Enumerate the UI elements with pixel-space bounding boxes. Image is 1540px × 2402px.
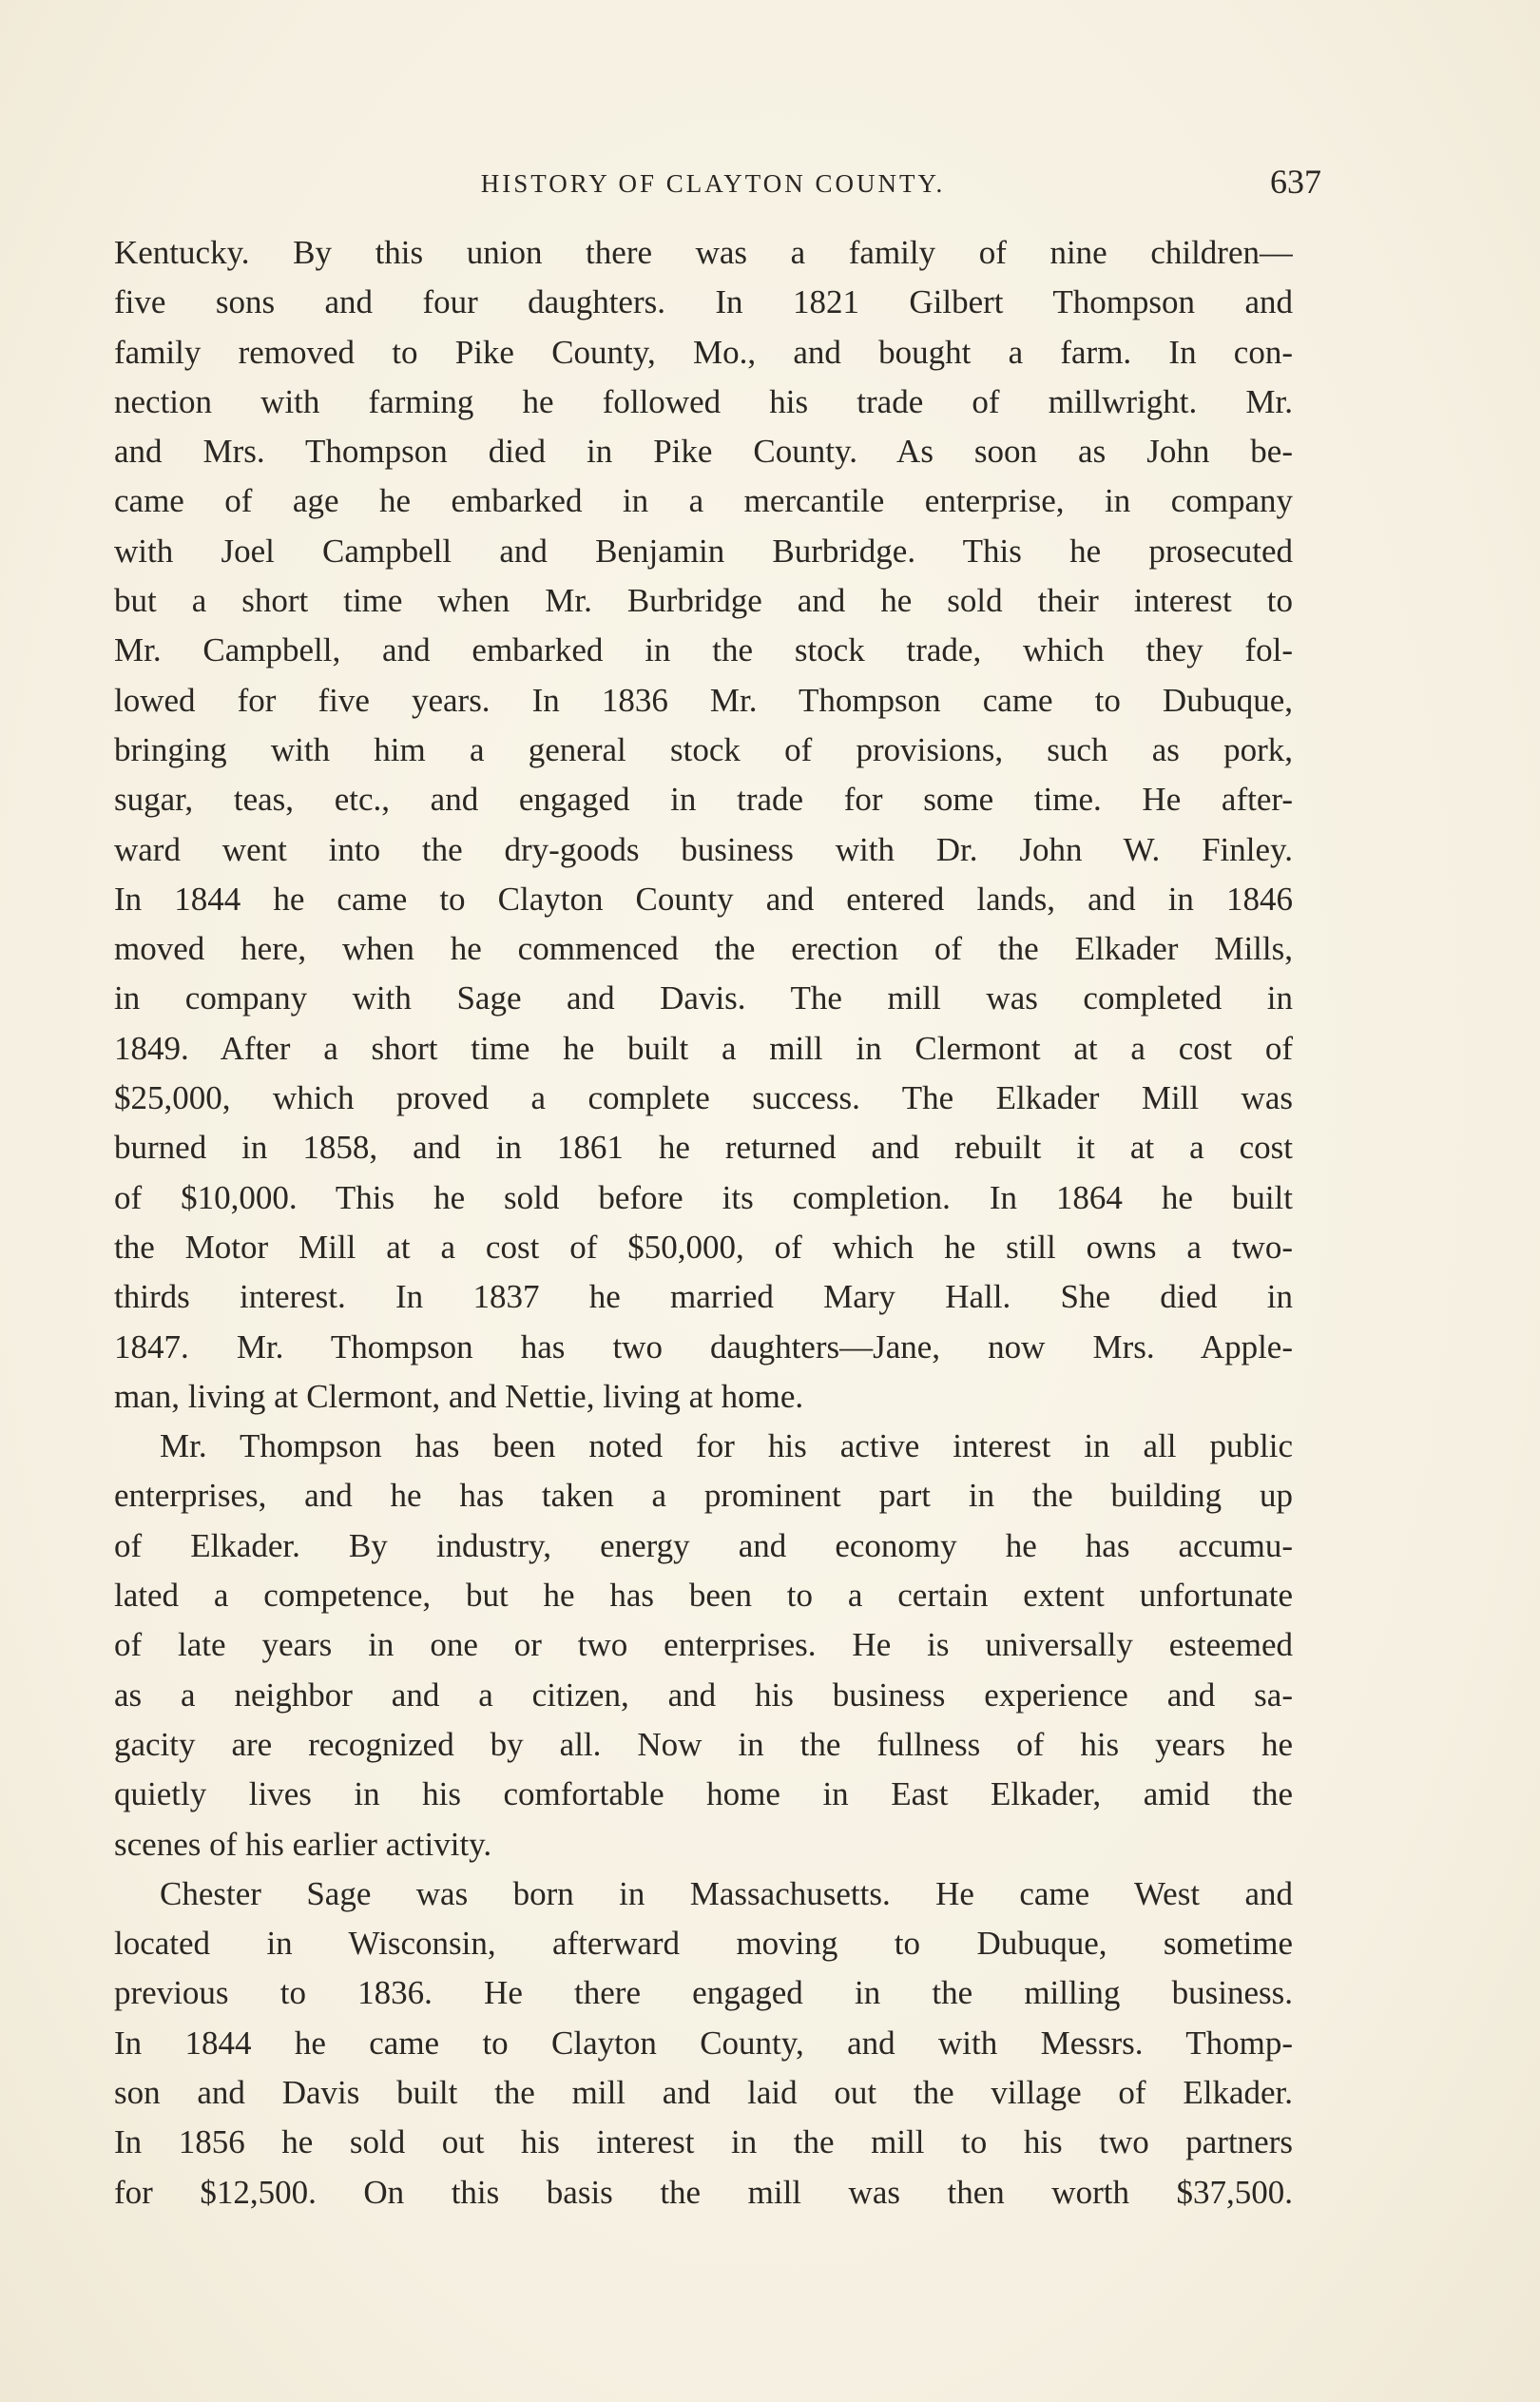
text-line: lowed for five years. In 1836 Mr. Thompson came to Dubuque, xyxy=(114,681,1293,719)
text-line: 1849. After a short time he built a mill in Clermont at a cost of xyxy=(114,1029,1293,1067)
text-line: son and Davis built the mill and laid out the village of Elkader. xyxy=(114,2073,1293,2111)
text-line: of $10,000. This he sold before its completion. In 1864 he built xyxy=(114,1178,1293,1216)
text-line: Kentucky. By this union there was a family of nine children— xyxy=(114,234,1293,271)
text-line: In 1844 he came to Clayton County and entered lands, and in 1846 xyxy=(114,880,1293,918)
text-line: came of age he embarked in a mercantile enterprise, in company xyxy=(114,482,1293,520)
text-line: enterprises, and he has taken a prominent part in the building up xyxy=(114,1477,1293,1515)
text-line: scenes of his earlier activity. xyxy=(114,1825,492,1863)
text-line: burned in 1858, and in 1861 he returned and rebuilt it at a cost xyxy=(114,1129,1293,1167)
text-line: and Mrs. Thompson died in Pike County. As soon as John be- xyxy=(114,433,1293,471)
text-line: man, living at Clermont, and Nettie, living at home. xyxy=(114,1377,804,1415)
text-line: nection with farming he followed his trade of millwright. Mr. xyxy=(114,382,1293,420)
body-text xyxy=(114,228,1293,2218)
text-line: Mr. Campbell, and embarked in the stock trade, which they fol- xyxy=(114,631,1293,669)
text-line: $25,000, which proved a complete success. The Elkader Mill was xyxy=(114,1079,1293,1117)
text-line: In 1844 he came to Clayton County, and with Messrs. Thomp- xyxy=(114,2024,1293,2062)
text-line: in company with Sage and Davis. The mill was completed in xyxy=(114,979,1293,1017)
text-line: five sons and four daughters. In 1821 Gilbert Thompson and xyxy=(114,283,1293,321)
text-line: the Motor Mill at a cost of $50,000, of which he still owns a two- xyxy=(114,1228,1293,1266)
text-line: sugar, teas, etc., and engaged in trade for some time. He after- xyxy=(114,781,1293,819)
page-number: 637 xyxy=(1270,163,1321,201)
text-line: gacity are recognized by all. Now in the fullness of his years he xyxy=(114,1725,1293,1763)
text-line: thirds interest. In 1837 he married Mary Hall. She died in xyxy=(114,1278,1293,1316)
text-line: with Joel Campbell and Benjamin Burbridge. This he prosecuted xyxy=(114,532,1293,570)
text-line: family removed to Pike County, Mo., and bought a farm. In con- xyxy=(114,333,1293,371)
text-line: but a short time when Mr. Burbridge and he sold their interest to xyxy=(114,582,1293,620)
text-line: of Elkader. By industry, energy and economy he has accumu- xyxy=(114,1526,1293,1564)
text-line: located in Wisconsin, afterward moving to Dubuque, sometime xyxy=(114,1925,1293,1963)
text-line: of late years in one or two enterprises. He is universally esteemed xyxy=(114,1626,1293,1664)
text-line: Chester Sage was born in Massachusetts. He came West and xyxy=(160,1874,1293,1912)
text-line: ward went into the dry-goods business with Dr. John W. Finley. xyxy=(114,830,1293,868)
text-line: for $12,500. On this basis the mill was then worth $37,500. xyxy=(114,2173,1293,2211)
text-line: In 1856 he sold out his interest in the mill to his two partners xyxy=(114,2123,1293,2161)
text-line: 1847. Mr. Thompson has two daughters—Jane, now Mrs. Apple- xyxy=(114,1327,1293,1366)
text-line: Mr. Thompson has been noted for his active interest in all public xyxy=(160,1427,1293,1465)
text-line: quietly lives in his comfortable home in East Elkader, amid the xyxy=(114,1775,1293,1813)
text-line: previous to 1836. He there engaged in the milling business. xyxy=(114,1974,1293,2012)
text-line: moved here, when he commenced the erection of the Elkader Mills, xyxy=(114,930,1293,968)
text-line: lated a competence, but he has been to a certain extent unfortunate xyxy=(114,1577,1293,1615)
text-line: as a neighbor and a citizen, and his business experience and sa- xyxy=(114,1676,1293,1714)
text-line: bringing with him a general stock of provisions, such as pork, xyxy=(114,730,1293,768)
running-title: HISTORY OF CLAYTON COUNTY. xyxy=(480,169,946,198)
running-head xyxy=(114,163,1321,202)
